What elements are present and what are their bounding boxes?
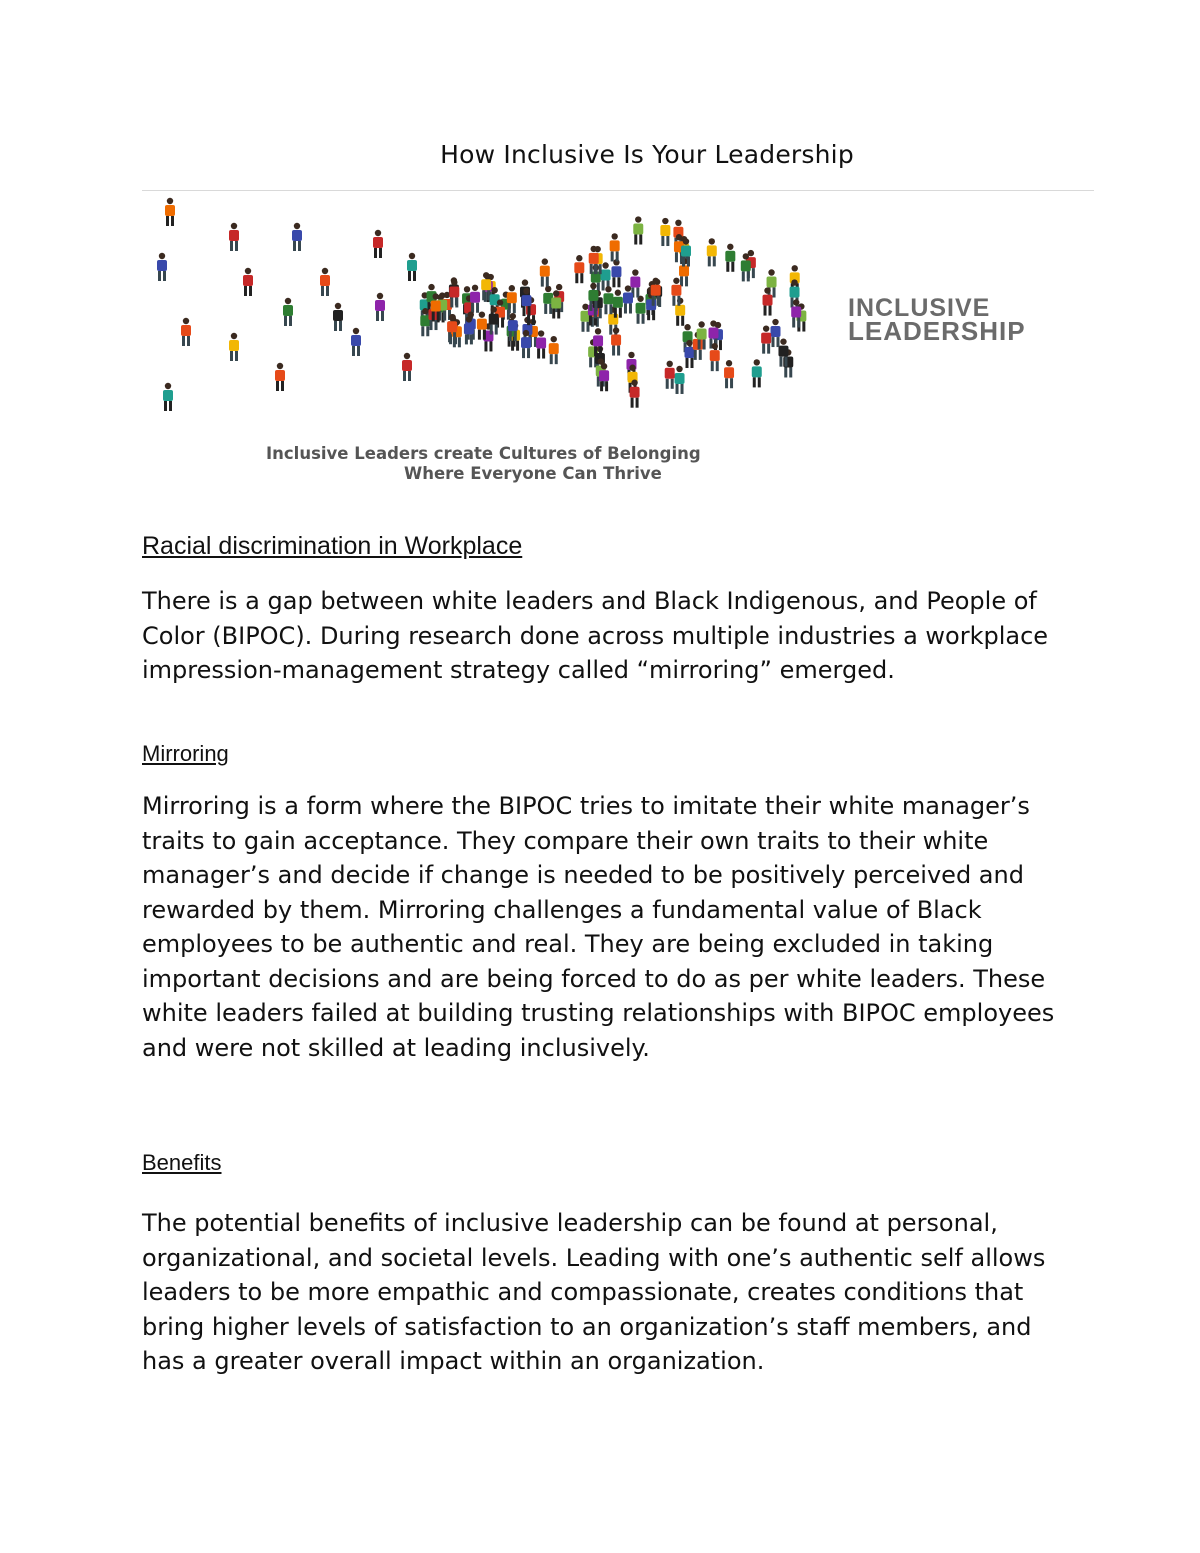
person-figure-icon	[725, 244, 735, 272]
section-heading-racial-discrimination: Racial discrimination in Workplace	[142, 532, 523, 560]
person-figure-icon	[603, 286, 613, 314]
person-figure-icon	[752, 359, 762, 387]
person-figure-icon	[333, 303, 343, 331]
section-heading-mirroring: Mirroring	[142, 741, 229, 766]
section-heading-benefits: Benefits	[142, 1150, 222, 1175]
person-figure-icon	[449, 279, 459, 307]
person-figure-icon	[181, 318, 191, 346]
person-figure-icon	[610, 233, 620, 261]
person-figure-icon	[477, 311, 487, 339]
person-figure-icon	[611, 259, 621, 287]
person-figure-icon	[671, 278, 681, 306]
person-figure-icon	[507, 285, 517, 313]
person-figure-icon	[157, 253, 167, 281]
inclusive-leadership-banner	[142, 194, 1094, 506]
person-figure-icon	[283, 298, 293, 326]
banner-tagline-line1: Inclusive Leaders create Cultures of Belonging	[266, 444, 701, 463]
banner-heading-line1: INCLUSIVE	[848, 294, 991, 322]
person-figure-icon	[351, 328, 361, 356]
people-crowd-icon	[157, 198, 806, 411]
title-divider	[142, 190, 1094, 191]
person-figure-icon	[633, 216, 643, 244]
section-body-mirroring: Mirroring is a form where the BIPOC tries to imitate their white manager’s traits to gain acceptance. They compare their own traits to their white manager’s and decide if change is needed to be positively perceived and rewarded by them. Mirroring challenges a fundamental value of Black employees to be authentic and real. They are being excluded in taking important decisions and are being forced to do as per white leaders. These white leaders failed at building trusting relationships with BIPOC employees and were not skilled at leading inclusively.	[142, 792, 1055, 1062]
person-figure-icon	[243, 268, 253, 296]
person-figure-icon	[163, 383, 173, 411]
person-figure-icon	[229, 223, 239, 251]
person-figure-icon	[549, 336, 559, 364]
person-figure-icon	[470, 285, 480, 313]
section-body-racial-discrimination: There is a gap between white leaders and Black Indigenous, and People of Color (BIPOC). During research done across multiple industries a workplace impression-management strategy called “mirroring” emerged.	[142, 587, 1049, 684]
banner-tagline-line2: Where Everyone Can Thrive	[404, 464, 662, 483]
person-figure-icon	[540, 258, 550, 286]
person-figure-icon	[660, 218, 670, 246]
section-body-benefits: The potential benefits of inclusive leadership can be found at personal, organizational, and societal levels. Leading with one’s authentic self allows leaders to be more empathic and compassionate, creates conditions that bring higher levels of satisfaction to an organization’s staff members, and has a greater overall impact within an organization.	[142, 1209, 1046, 1375]
person-figure-icon	[724, 360, 734, 388]
person-figure-icon	[407, 253, 417, 281]
person-figure-icon	[707, 238, 717, 266]
person-figure-icon	[229, 333, 239, 361]
person-figure-icon	[636, 296, 646, 324]
person-figure-icon	[613, 290, 623, 318]
person-figure-icon	[675, 366, 685, 394]
person-figure-icon	[165, 198, 175, 226]
people-crowd-illustration	[142, 194, 1094, 506]
person-figure-icon	[320, 268, 330, 296]
document-title: How Inclusive Is Your Leadership	[440, 140, 854, 169]
person-figure-icon	[761, 325, 771, 353]
person-figure-icon	[275, 363, 285, 391]
person-figure-icon	[292, 223, 302, 251]
person-figure-icon	[402, 353, 412, 381]
person-figure-icon	[574, 255, 584, 283]
person-figure-icon	[763, 287, 773, 315]
person-figure-icon	[373, 230, 383, 258]
person-figure-icon	[665, 361, 675, 389]
person-figure-icon	[770, 319, 780, 347]
banner-heading-line2: LEADERSHIP	[848, 316, 1026, 346]
person-figure-icon	[611, 327, 621, 355]
person-figure-icon	[375, 293, 385, 321]
